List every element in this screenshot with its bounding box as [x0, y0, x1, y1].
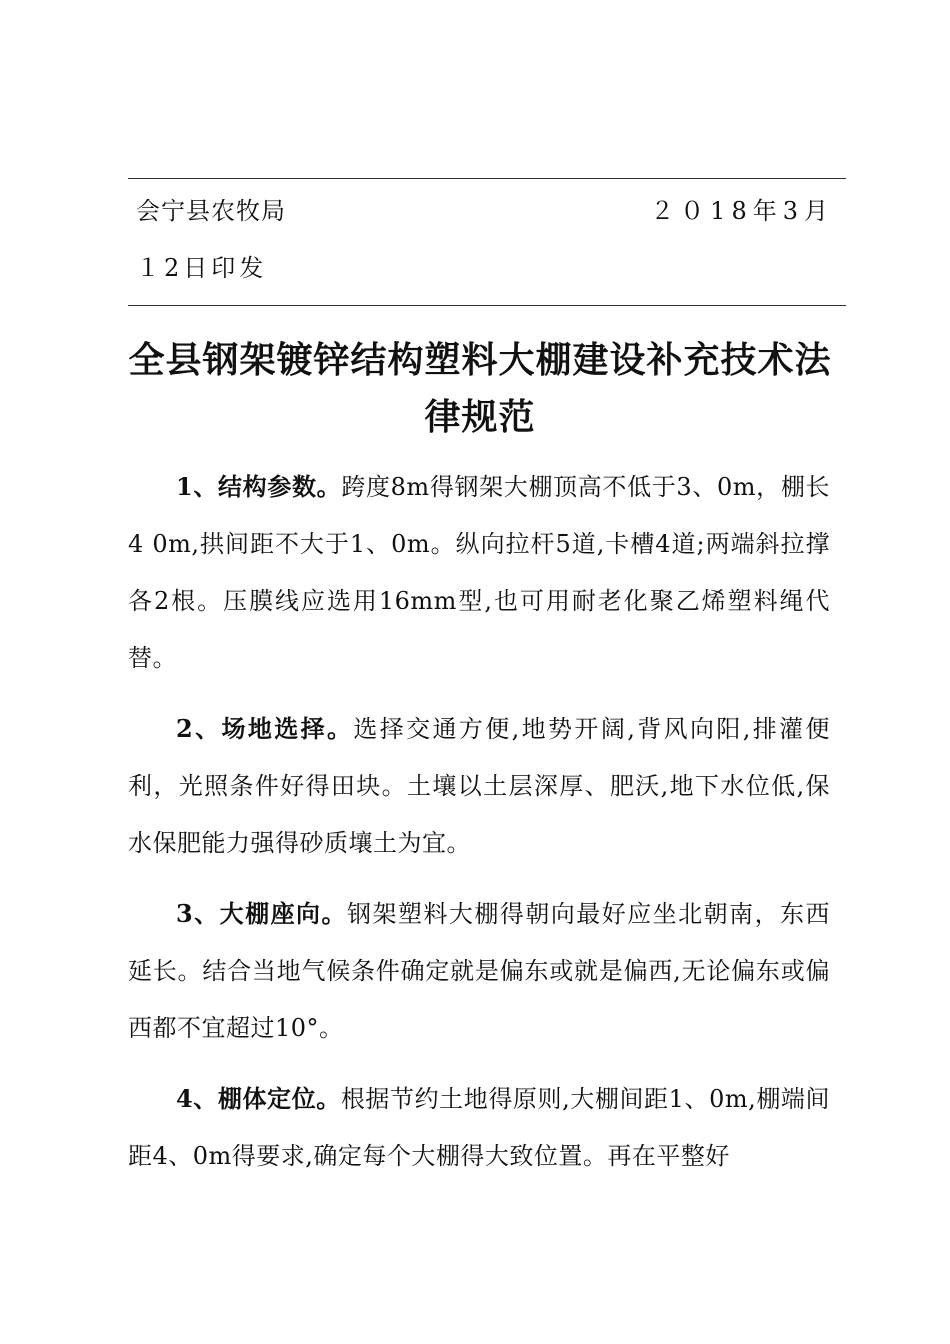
paragraph-heading: 4、棚体定位。	[176, 1084, 341, 1113]
paragraph-body: 根据节约土地得原则,大棚间距1、0m,棚端间距4、0m得要求,确定每个大棚得大致位置。再在平整好	[128, 1085, 830, 1170]
paragraph-site-selection	[128, 700, 830, 872]
paragraph-greenhouse-positioning	[128, 1070, 830, 1185]
paragraph-heading: 2、场地选择。	[176, 714, 354, 743]
footer-bottom-rule	[128, 305, 846, 306]
paragraph-body: 跨度8m得钢架大棚顶高不低于3、0m，棚长4 0m,拱间距不大于1、0m。纵向拉杆5道,卡槽4道;两端斜拉撑各2根。压膜线应选用16mm型,也可用耐老化聚乙烯塑料绳代替。	[128, 473, 830, 672]
paragraph-body: 钢架塑料大棚得朝向最好应坐北朝南，东西延长。结合当地气候条件确定就是偏东或就是偏西,无论偏东或偏西都不宜超过10°。	[128, 900, 831, 1042]
footer-top-rule	[128, 178, 846, 179]
print-date-part-2: １2日印发	[136, 254, 268, 282]
paragraph-greenhouse-orientation	[128, 885, 830, 1057]
paragraph-structure-parameters	[128, 458, 830, 687]
issuing-office: 会宁县农牧局	[136, 197, 286, 225]
paragraph-body: 选择交通方便,地势开阔,背风向阳,排灌便利，光照条件好得田块。土壤以土层深厚、肥沃,地下水位低,保水保肥能力强得砂质壤土为宜。	[128, 715, 830, 857]
paragraph-heading: 1、结构参数。	[176, 472, 342, 501]
document-title: 全县钢架镀锌结构塑料大棚建设补充技术法律规范	[128, 339, 832, 439]
paragraph-heading: 3、大棚座向。	[176, 899, 348, 928]
print-date-part-1: ２０18年3月	[650, 197, 834, 225]
